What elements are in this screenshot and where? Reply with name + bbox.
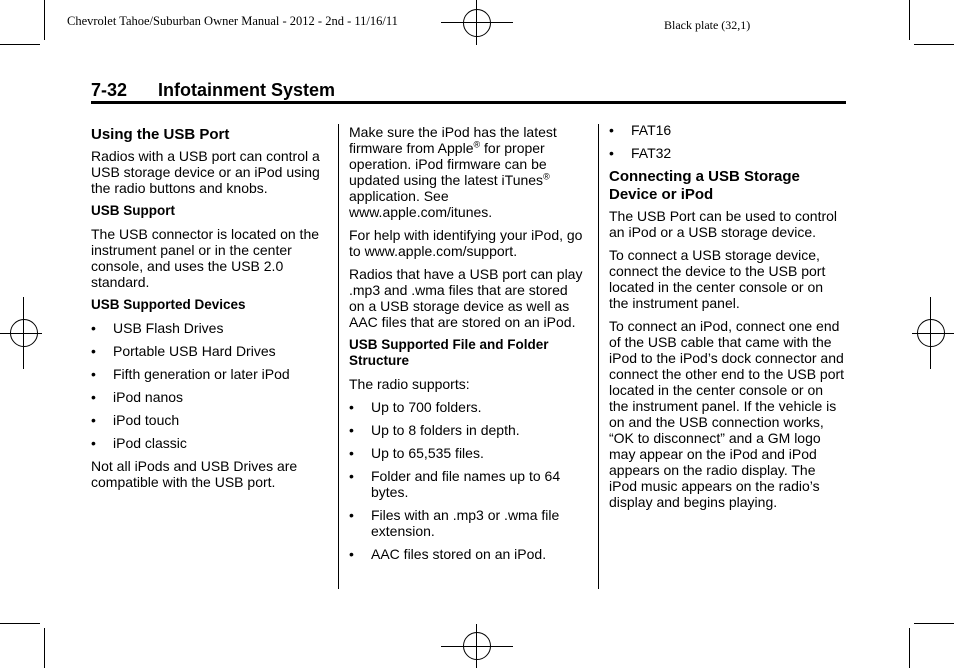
crop-mark xyxy=(0,44,40,45)
fat-list xyxy=(609,122,845,161)
crop-mark xyxy=(44,628,45,668)
plate-label: Black plate (32,1) xyxy=(664,18,751,32)
devices-list xyxy=(91,320,329,451)
paragraph: Not all iPods and USB Drives are compatible with the USB port. xyxy=(91,458,298,490)
page-number: 7-32 xyxy=(91,80,128,100)
list-item: • Up to 700 folders. xyxy=(349,399,482,415)
crop-mark xyxy=(44,0,45,40)
heading-using-usb-port: Using the USB Port xyxy=(91,126,230,143)
paragraph: To connect a USB storage device, connect the device to the USB port located in the center console or on the instrument panel. xyxy=(609,247,826,311)
paragraph: Radios that have a USB port can play .mp3 and .wma files that are stored on a USB storage device as well as AAC files that are stored on an iPod. xyxy=(349,266,583,330)
list-item: • Fifth generation or later iPod xyxy=(91,366,290,382)
column-divider xyxy=(598,124,599,589)
paragraph: The USB connector is located on the instrument panel or in the center console, and uses the USB 2.0 standard. xyxy=(91,226,320,290)
supports-list xyxy=(349,399,585,562)
section-heading xyxy=(91,80,335,101)
column-1 xyxy=(91,124,329,497)
heading-usb-supported-devices: USB Supported Devices xyxy=(91,297,246,312)
heading-rule xyxy=(91,101,846,104)
crop-mark xyxy=(909,0,910,40)
list-item: • iPod nanos xyxy=(91,389,184,405)
crop-mark xyxy=(909,628,910,668)
column-2 xyxy=(349,124,585,569)
paragraph: The radio supports: xyxy=(349,376,470,392)
list-item: • Files with an .mp3 or .wma file extension. xyxy=(349,507,560,539)
list-item: • iPod touch xyxy=(91,412,180,428)
manual-title: Chevrolet Tahoe/Suburban Owner Manual - 2012 - 2nd - 11/16/11 xyxy=(67,14,398,28)
column-divider xyxy=(338,124,339,589)
list-item: • iPod classic xyxy=(91,435,187,451)
list-item: • Up to 8 folders in depth. xyxy=(349,422,520,438)
list-item: • Up to 65,535 files. xyxy=(349,445,484,461)
paragraph: Radios with a USB port can control a USB storage device or an iPod using the radio buttons and knobs. xyxy=(91,148,320,196)
crop-mark xyxy=(914,623,954,624)
section-title: Infotainment System xyxy=(158,80,336,100)
crop-mark xyxy=(0,623,40,624)
column-3 xyxy=(609,122,845,517)
heading-connecting-usb: Connecting a USB Storage Device or iPod xyxy=(609,168,800,203)
list-item: • Portable USB Hard Drives xyxy=(91,343,276,359)
list-item: • AAC files stored on an iPod. xyxy=(349,546,547,562)
list-item: • Folder and file names up to 64 bytes. xyxy=(349,468,561,500)
paragraph: To connect an iPod, connect one end of the USB cable that came with the iPod to the iPod’s dock connector and connect the other end to the USB port located in the center console or on the instrument panel. If the vehicle is on and the USB connection works, “OK to disconnect” and a GM logo may appear on the iPod and iPod appears on the radio display. The iPod music appears on the radio’s display and begins playing. xyxy=(609,318,845,510)
heading-usb-support: USB Support xyxy=(91,203,175,218)
list-item: • USB Flash Drives xyxy=(91,320,224,336)
paragraph: For help with identifying your iPod, go to www.apple.com/support. xyxy=(349,227,583,259)
paragraph-firmware: Make sure the iPod has the latest firmware from Apple® for proper operation. iPod firmware can be updated using the latest iTunes® application. See www.apple.com/itunes. xyxy=(349,124,557,220)
paragraph: The USB Port can be used to control an iPod or a USB storage device. xyxy=(609,208,838,240)
list-item: • FAT16 xyxy=(609,122,672,138)
heading-file-folder-structure: USB Supported File and Folder Structure xyxy=(349,337,549,368)
list-item: • FAT32 xyxy=(609,145,672,161)
crop-mark xyxy=(914,44,954,45)
